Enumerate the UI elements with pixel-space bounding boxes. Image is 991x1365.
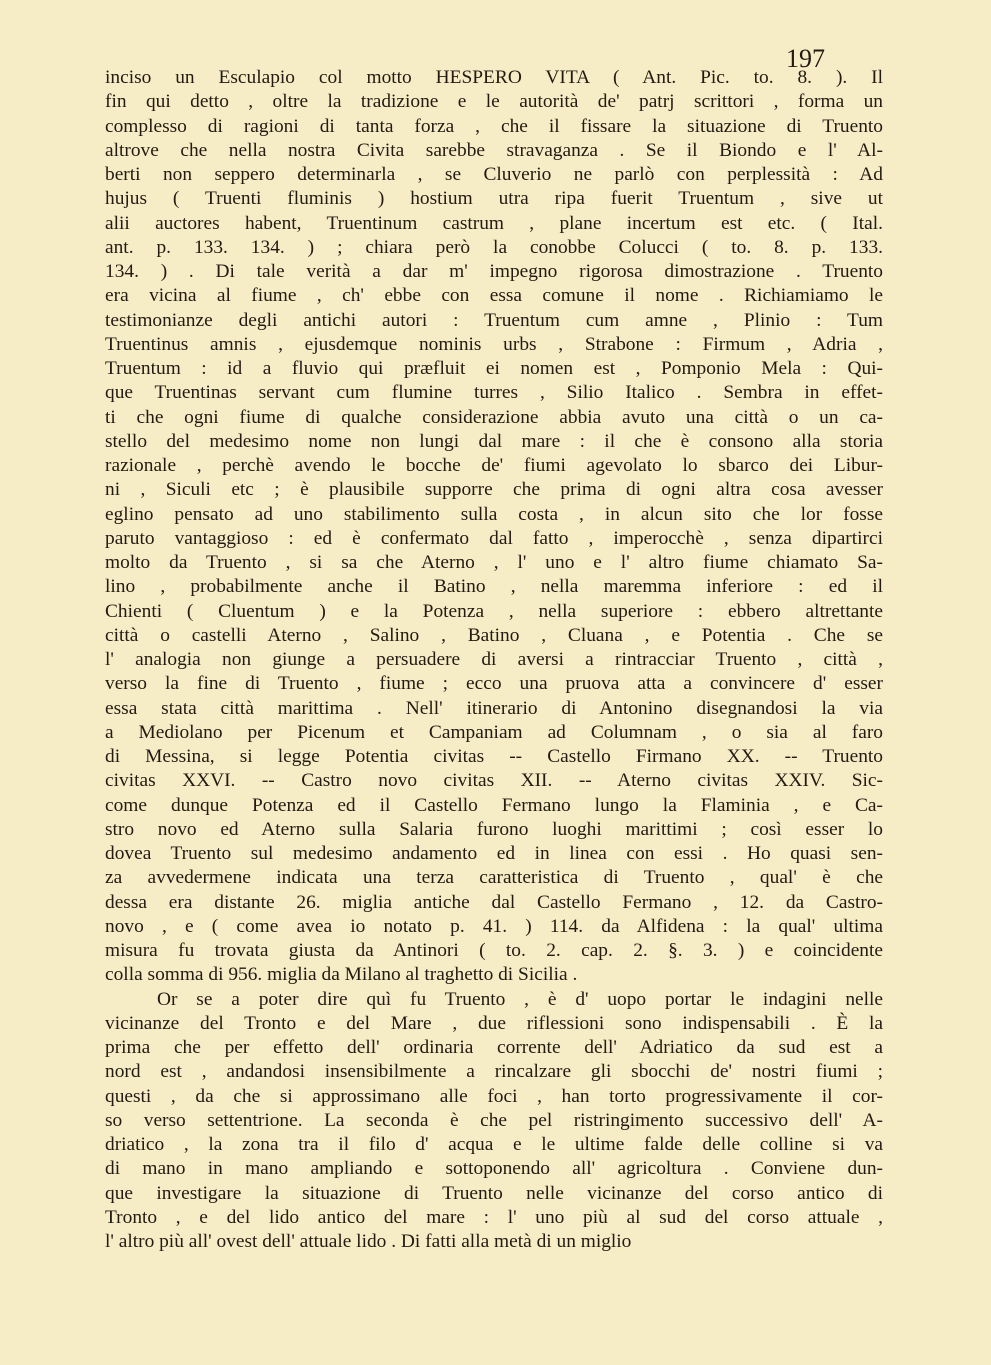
text-line: stro novo ed Aterno sulla Salaria furono luoghi marittimi ; così esser lo <box>105 818 883 840</box>
text-line: novo , e ( come avea io notato p. 41. ) 114. da Alfidena : la qual' ultima <box>105 915 883 937</box>
text-line: ant. p. 133. 134. ) ; chiara però la conobbe Colucci ( to. 8. p. 133. <box>105 236 883 258</box>
text-line: inciso un Esculapio col motto HESPERO VITA ( Ant. Pic. to. 8. ). Il <box>105 67 883 88</box>
text-line: misura fu trovata giusta da Antinori ( to. 2. cap. 2. §. 3. ) e coincidente <box>105 940 883 961</box>
text-line: colla somma di 956. miglia da Milano al traghetto di Sicilia . <box>105 964 578 986</box>
text-line: fin qui detto , oltre la tradizione e le autorità de' patrj scrittori , forma un <box>105 91 883 113</box>
text-line: altrove che nella nostra Civita sarebbe stravaganza . Se il Biondo e l' Al- <box>105 139 883 161</box>
text-line: razionale , perchè avendo le bocche de' fiumi agevolato lo sbarco dei Libur- <box>105 455 883 476</box>
text-line: hujus ( Truenti fluminis ) hostium utra ripa fuerit Truentum , sive ut <box>105 188 883 210</box>
text-line: come dunque Potenza ed il Castello Fermano lungo la Flaminia , e Ca- <box>105 794 883 816</box>
text-line: a Mediolano per Picenum et Campaniam ad Columnam , o sia al faro <box>105 721 883 743</box>
text-line: prima che per effetto dell' ordinaria corrente dell' Adriatico da sud est a <box>105 1037 883 1058</box>
text-line: paruto vantaggioso : ed è confermato dal fatto , imperocchè , senza dipartirci <box>105 527 883 549</box>
text-line: que Truentinas servant cum flumine turres , Silio Italico . Sembra in effet- <box>105 382 883 404</box>
text-line: so verso settentrione. La seconda è che pel ristringimento successivo dell' A- <box>105 1109 883 1131</box>
text-line: era vicina al fiume , ch' ebbe con essa comune il nome . Richiamiamo le <box>105 285 883 307</box>
page-number: 197 <box>786 44 825 73</box>
text-line: alii auctores habent, Truentinum castrum , plane incertum est etc. ( Ital. <box>105 212 883 234</box>
text-line: driatico , la zona tra il filo d' acqua e le ultime falde delle colline si va <box>105 1134 883 1155</box>
text-line: civitas XXVI. -- Castro novo civitas XII. -- Aterno civitas XXIV. Sic- <box>105 770 883 792</box>
text-line: que investigare la situazione di Truento nelle vicinanze del corso antico di <box>105 1182 883 1204</box>
text-line: l' analogia non giunge a persuadere di aversi a rintracciar Truento , città , <box>105 649 883 670</box>
text-line: ti che ogni fiume di qualche considerazione abbia avuto una città o un ca- <box>105 406 883 428</box>
text-line: Truentinus amnis , ejusdemque nominis urbs , Strabone : Firmum , Adria , <box>105 333 883 355</box>
text-line: questi , da che si approssimano alle foci , han torto progressivamente il cor- <box>105 1085 883 1107</box>
text-line: Chienti ( Cluentum ) e la Potenza , nella superiore : ebbero altrettante <box>105 600 883 622</box>
text-line: di Messina, si legge Potentia civitas -- Castello Firmano XX. -- Truento <box>105 746 883 767</box>
text-line: stello del medesimo nome non lungi dal mare : il che è consono alla storia <box>105 430 883 452</box>
text-line: l' altro più all' ovest dell' attuale lido . Di fatti alla metà di un miglio <box>105 1231 632 1252</box>
text-line: verso la fine di Truento , fiume ; ecco una pruova atta a convincere d' esser <box>105 673 883 695</box>
text-line: Or se a poter dire quì fu Truento , è d' uopo portar le indagini nelle <box>157 988 883 1010</box>
text-line: complesso di ragioni di tanta forza , che il fissare la situazione di Truento <box>105 115 883 137</box>
text-line: nord est , andandosi insensibilmente a rincalzare gli sbocchi de' nostri fiumi ; <box>105 1061 883 1083</box>
text-line: eglino pensato ad uno stabilimento sulla costa , in alcun sito che lor fosse <box>105 503 883 525</box>
text-line: Tronto , e del lido antico del mare : l' uno più al sud del corso attuale , <box>105 1206 883 1228</box>
text-line: essa stata città marittima . Nell' itinerario di Antonino disegnandosi la via <box>105 697 883 719</box>
text-line: molto da Truento , si sa che Aterno , l' uno e l' altro fiume chiamato Sa- <box>105 552 883 573</box>
text-line: dovea Truento sul medesimo andamento ed in linea con essi . Ho quasi sen- <box>105 843 883 864</box>
text-line: za avvedermene indicata una terza caratteristica di Truento , qual' è che <box>105 867 883 889</box>
body-text <box>105 66 883 1254</box>
text-line: città o castelli Aterno , Salino , Batino , Cluana , e Potentia . Che se <box>105 624 883 646</box>
text-line: dessa era distante 26. miglia antiche dal Castello Fermano , 12. da Castro- <box>105 891 883 913</box>
text-line: lino , probabilmente anche il Batino , nella maremma inferiore : ed il <box>105 576 883 598</box>
text-line: 134. ) . Di tale verità a dar m' impegno rigorosa dimostrazione . Truento <box>105 261 883 282</box>
text-line: testimonianze degli antichi autori : Truentum cum amne , Plinio : Tum <box>105 309 883 331</box>
text-line: vicinanze del Tronto e del Mare , due riflessioni sono indispensabili . È la <box>105 1012 883 1034</box>
text-line: ni , Siculi etc ; è plausibile supporre che prima di ogni altra cosa avesser <box>105 479 883 501</box>
text-line: di mano in mano ampliando e sottoponendo all' agricoltura . Conviene dun- <box>105 1158 883 1180</box>
text-line: berti non seppero determinarla , se Cluverio ne parlò con perplessità : Ad <box>105 164 883 185</box>
text-line: Truentum : id a fluvio qui præfluit ei nomen est , Pomponio Mela : Qui- <box>105 358 883 379</box>
